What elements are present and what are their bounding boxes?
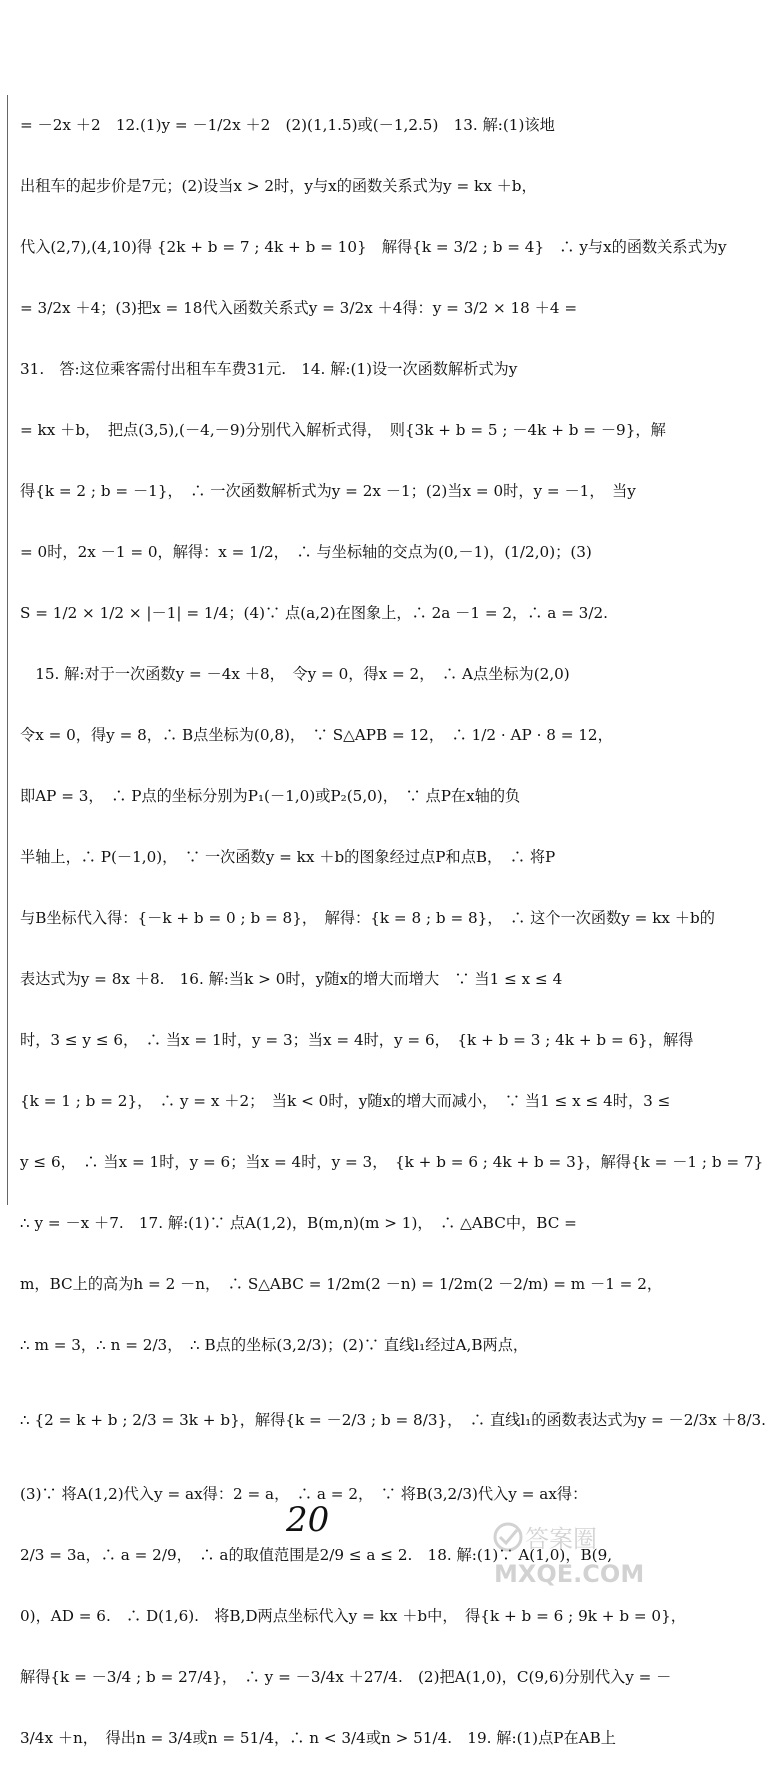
text-line: 3/4x ＋n， 得出n = 3/4或n = 51/4，∴ n < 3/4或n > 51/4. 19. 解:(1)点P在AB上	[20, 1729, 616, 1747]
text-line: 令x = 0，得y = 8，∴ B点坐标为(0,8)， ∵ S△APB = 12， ∴ 1/2 · AP · 8 = 12，	[20, 726, 613, 744]
text-line: = 3/2x ＋4；(3)把x = 18代入函数关系式y = 3/2x ＋4得：y = 3/2 × 18 ＋4 =	[20, 299, 578, 317]
text-line: 0)，AD = 6. ∴ D(1,6). 将B,D两点坐标代入y = kx ＋b中， 得{k + b = 6 ; 9k + b = 0}，	[20, 1607, 686, 1625]
text-line: 代入(2,7),(4,10)得 {2k + b = 7 ; 4k + b = 10} 解得{k = 3/2 ; b = 4} ∴ y与x的函数关系式为y	[20, 238, 727, 256]
text-line: 出租车的起步价是7元；(2)设当x > 2时，y与x的函数关系式为y = kx ＋b，	[20, 177, 537, 195]
text-line: ∴ m = 3，∴ n = 2/3， ∴ B点的坐标(3,2/3)；(2)∵ 直线l₁经过A,B两点，	[20, 1336, 529, 1354]
text-line: 表达式为y = 8x ＋8. 16. 解:当k > 0时，y随x的增大而增大 ∵ 当1 ≤ x ≤ 4	[20, 970, 563, 988]
text-line: = －2x ＋2 12.(1)y = －1/2x ＋2 (2)(1,1.5)或(－1,2.5) 13. 解:(1)该地	[20, 116, 555, 134]
text-line: ∴ y = －x ＋7. 17. 解:(1)∵ 点A(1,2)，B(m,n)(m > 1)， ∴ △ABC中，BC =	[20, 1214, 577, 1232]
text-line: 即AP = 3， ∴ P点的坐标分别为P₁(－1,0)或P₂(5,0)， ∵ 点P在x轴的负	[20, 787, 521, 805]
text-line: 半轴上，∴ P(－1,0)， ∵ 一次函数y = kx ＋b的图象经过点P和点B， ∴ 将P	[20, 848, 556, 866]
text-line: = kx ＋b， 把点(3,5),(－4,－9)分别代入解析式得， 则{3k + b = 5 ; －4k + b = －9}，解	[20, 421, 666, 439]
watermark-top-text: 答案圈	[525, 1525, 597, 1553]
text-line: 得{k = 2 ; b = －1}， ∴ 一次函数解析式为y = 2x －1；(2)当x = 0时，y = －1， 当y	[20, 482, 636, 500]
text-line: ∴ {2 = k + b ; 2/3 = 3k + b}，解得{k = －2/3 ; b = 8/3}， ∴ 直线l₁的函数表达式为y = －2/3x ＋8/3.	[20, 1411, 766, 1429]
text-line: S = 1/2 × 1/2 × |－1| = 1/4；(4)∵ 点(a,2)在图象上，∴ 2a －1 = 2，∴ a = 3/2.	[20, 604, 608, 622]
text-line: y ≤ 6， ∴ 当x = 1时，y = 6；当x = 4时，y = 3， {k + b = 6 ; 4k + b = 3}，解得{k = －1 ; b = 7}	[20, 1153, 764, 1171]
binding-margin-line	[7, 95, 8, 1205]
text-line: {k = 1 ; b = 2}， ∴ y = x ＋2； 当k < 0时，y随x的增大而减小， ∵ 当1 ≤ x ≤ 4时，3 ≤	[20, 1092, 671, 1110]
text-line: 15. 解:对于一次函数y = －4x ＋8， 令y = 0，得x = 2， ∴ A点坐标为(2,0)	[20, 665, 570, 683]
text-line: 2/3 = 3a，∴ a = 2/9， ∴ a的取值范围是2/9 ≤ a ≤ 2. 18. 解:(1)∵ A(1,0)，B(9,	[20, 1546, 613, 1564]
watermark-ring	[495, 1524, 521, 1550]
text-line: 时，3 ≤ y ≤ 6， ∴ 当x = 1时，y = 3；当x = 4时，y = 6， {k + b = 3 ; 4k + b = 6}，解得	[20, 1031, 694, 1049]
text-line: 与B坐标代入得：{－k + b = 0 ; b = 8}， 解得：{k = 8 ; b = 8}， ∴ 这个一次函数y = kx ＋b的	[20, 909, 715, 927]
watermark-bottom-text: MXQE.COM	[494, 1560, 645, 1588]
text-line: m，BC上的高为h = 2 －n， ∴ S△ABC = 1/2m(2 －n) = 1/2m(2 －2/m) = m －1 = 2，	[20, 1275, 663, 1293]
page-number: 20	[286, 1500, 330, 1540]
watermark-check	[500, 1530, 517, 1543]
text-line: = 0时，2x －1 = 0，解得：x = 1/2， ∴ 与坐标轴的交点为(0,－1)，(1/2,0)；(3)	[20, 543, 592, 561]
text-line: 31. 答:这位乘客需付出租车车费31元. 14. 解:(1)设一次函数解析式为y	[20, 360, 518, 378]
watermark-icon	[495, 1524, 521, 1550]
text-line: (3)∵ 将A(1,2)代入y = ax得：2 = a， ∴ a = 2， ∵ 将B(3,2/3)代入y = ax得：	[20, 1485, 588, 1503]
text-line: 解得{k = －3/4 ; b = 27/4}， ∴ y = －3/4x ＋27/4. (2)把A(1,0)，C(9,6)分别代入y = －	[20, 1668, 672, 1686]
watermark-logo	[486, 1512, 645, 1592]
